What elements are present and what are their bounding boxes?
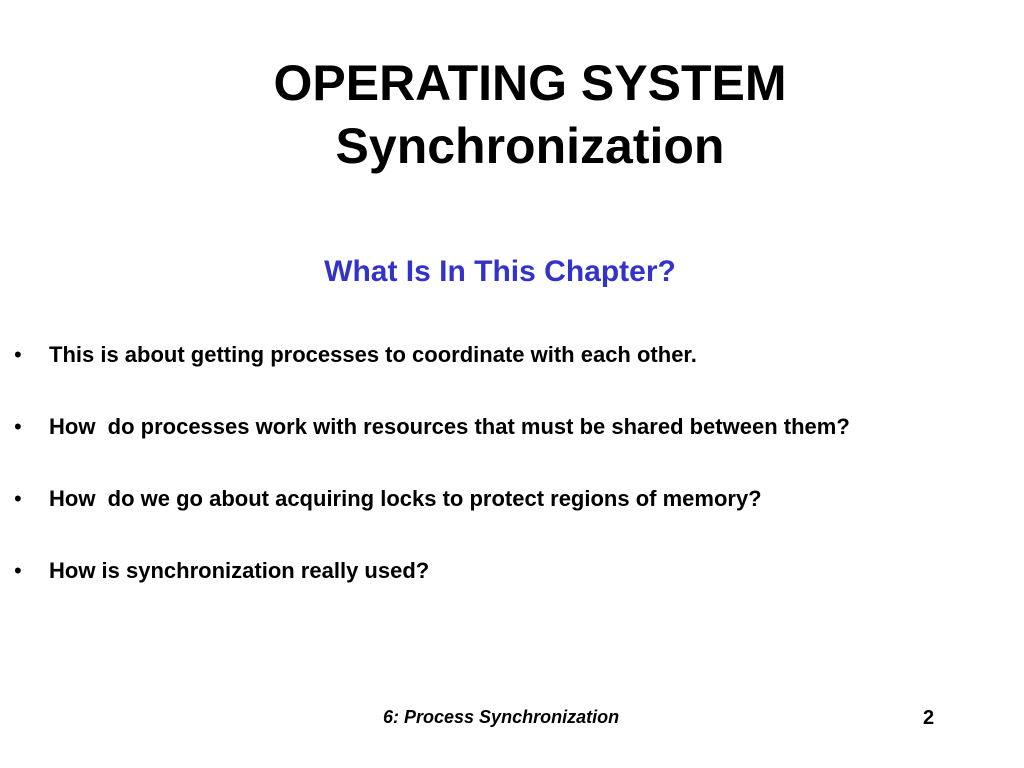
bullet-text: How is synchronization really used? (49, 558, 430, 583)
slide-title (0, 52, 1024, 178)
bullet-dot-icon: • (14, 486, 22, 511)
bullet-text: How do processes work with resources that must be shared between them? (49, 414, 850, 439)
footer-title: 6: Process Synchronization (383, 707, 620, 727)
bullet-dot-icon: • (14, 342, 22, 367)
bullet-text: How do we go about acquiring locks to protect regions of memory? (49, 486, 762, 511)
page-number: 2 (923, 707, 935, 729)
slide-title-line2: Synchronization (335, 118, 725, 174)
bullet-item (14, 412, 1004, 442)
bullet-dot-icon: • (14, 414, 22, 439)
bullet-item (14, 556, 1004, 586)
slide-subtitle: What Is In This Chapter? (324, 255, 676, 288)
bullet-item (14, 340, 1004, 370)
bullet-item (14, 484, 1004, 514)
bullet-list (14, 340, 1004, 628)
bullet-dot-icon: • (14, 558, 22, 583)
slide-title-line1: OPERATING SYSTEM (273, 55, 787, 111)
bullet-text: This is about getting processes to coordinate with each other. (49, 342, 697, 367)
